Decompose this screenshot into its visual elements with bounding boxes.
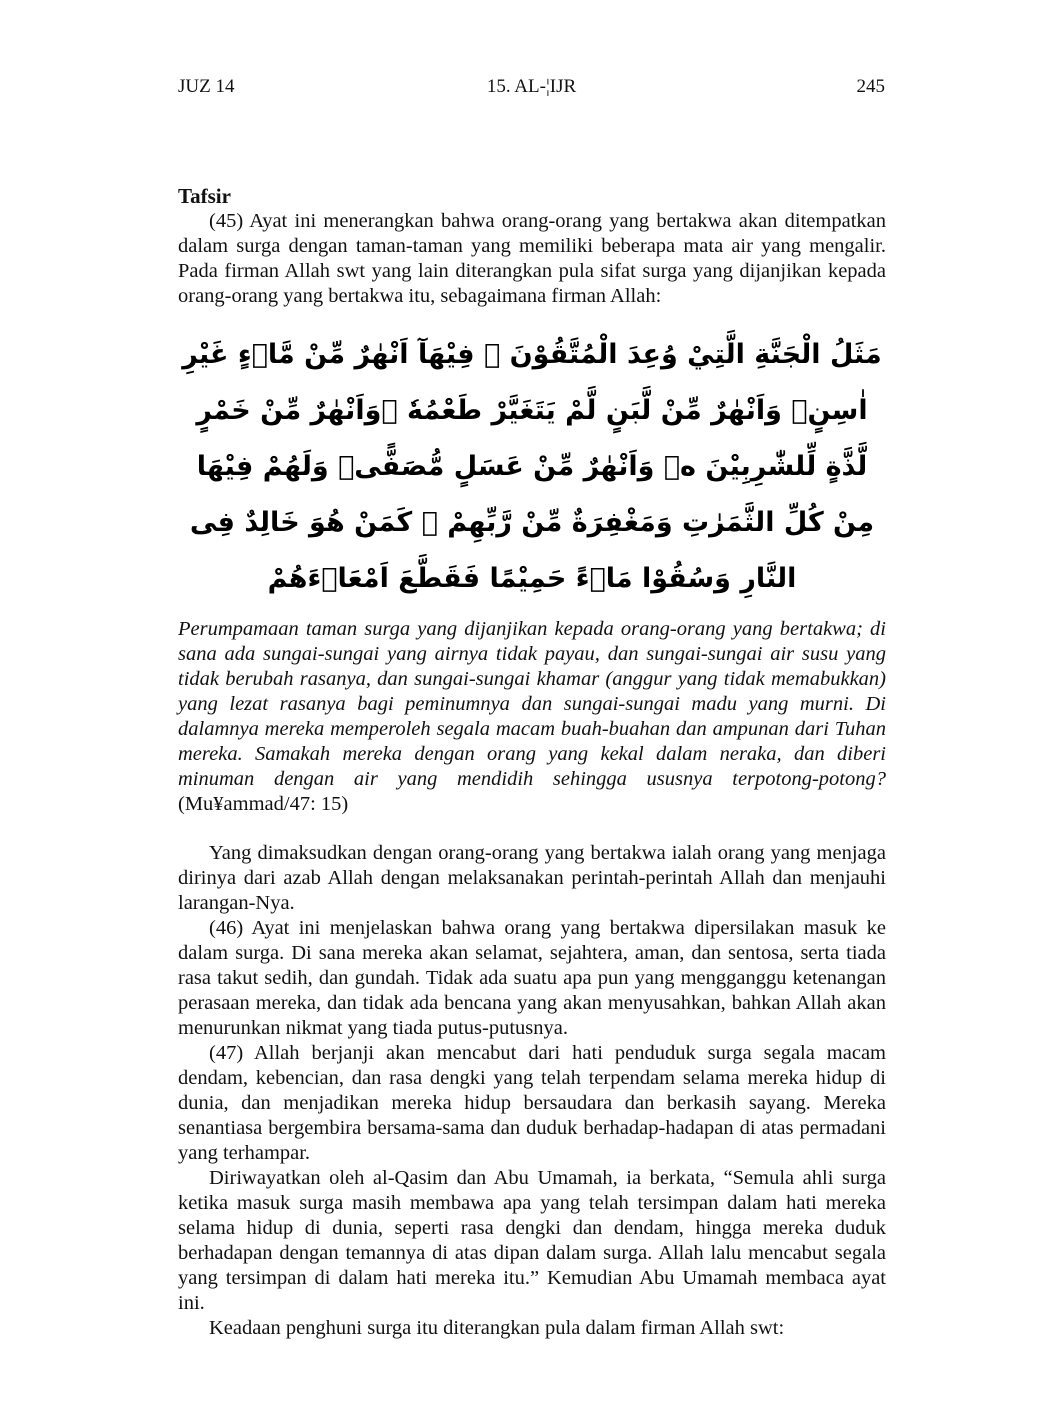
arabic-verse: مَثَلُ الْجَنَّةِ الَّتِيْ وُعِدَ الْمُتَّقُوْنَ ۗ فِيْهَآ اَنْهٰرٌ مِّنْ مَّاۤءٍ غَيْرِ اٰسِنٍۚ وَاَنْهٰرٌ مِّنْ لَّبَنٍ لَّمْ يَتَغَيَّرْ طَعْمُهٗ ۚوَاَنْهٰرٌ مِّنْ خَمْرٍ لَّذَّةٍ لِّلشّٰرِبِيْنَ ەۚ وَاَنْهٰرٌ مِّنْ عَسَلٍ مُّصَفًّىۗ وَلَهُمْ فِيْهَا مِنْ كُلِّ الثَّمَرٰتِ وَمَغْفِرَةٌ مِّنْ رَّبِّهِمْ ۗ كَمَنْ هُوَ خَالِدٌ فِى النَّارِ وَسُقُوْا مَاۤءً حَمِيْمًا فَقَطَّعَ اَمْعَاۤءَهُمْ (182, 339, 882, 594)
paragraph-verse-46: (46) Ayat ini menjelaskan bahwa orang yang bertakwa dipersilakan masuk ke dalam surga. Di sana mereka akan selamat, sejahtera, aman, dan sentosa, serta tiada rasa takut sedih, dan gundah. Tidak ada suatu apa pun yang mengganggu ketenangan perasaan mereka, dan tidak ada bencana yang akan menyusahkan, bahkan Allah akan menurunkan nikmat yang tiada putus-putusnya. (178, 917, 886, 1039)
translation-text: Perumpamaan taman surga yang dijanjikan kepada orang-orang yang bertakwa; di sana ada sungai-sungai yang airnya tidak payau, dan sungai-sungai air susu yang tidak berubah rasanya, dan sungai-sungai khamar (anggur yang tidak memabukkan) yang lezat rasanya bagi peminumnya dan sungai-sungai madu yang murni. Di dalamnya mereka memperoleh segala macam buah-buahan dan ampunan dari Tuhan mereka. Samakah mereka dengan orang yang kekal dalam neraka, dan diberi minuman dengan air yang mendidih sehingga ususnya terpotong-potong? (178, 618, 886, 790)
spacer (178, 817, 886, 841)
paragraph-riwayat: Diriwayatkan oleh al-Qasim dan Abu Umamah, ia berkata, “Semula ahli surga ketika masuk surga masih membawa apa yang telah tersimpan dalam hati mereka selama hidup di dunia, seperti rasa dengki dan dendam, hingga mereka duduk berhadapan dengan temannya di atas dipan dalam surga. Allah lalu mencabut segala yang tersimpan di dalam hati mereka itu.” Kemudian Abu Umamah membaca ayat ini. (178, 1167, 886, 1314)
surah-title: 15. AL-¦IJR (486, 76, 577, 97)
juz-label: JUZ 14 (178, 76, 235, 97)
translation-reference: (Mu¥ammad/47: 15) (178, 793, 349, 815)
page-number: 245 (856, 76, 885, 97)
paragraph-verse-45: (45) Ayat ini menerangkan bahwa orang-orang yang bertakwa akan ditempatkan dalam surga dengan taman-taman yang memiliki beberapa mata air yang mengalir. Pada firman Allah swt yang lain diterangkan pula sifat surga yang dijanjikan kepada orang-orang yang bertakwa itu, sebagaimana firman Allah: (178, 210, 886, 307)
main-content (178, 183, 886, 1341)
paragraph-takwa: Yang dimaksudkan dengan orang-orang yang bertakwa ialah orang yang menjaga dirinya dari azab Allah dengan melaksanakan perintah-perintah Allah dan menjauhi larangan-Nya. (178, 842, 886, 914)
section-title: Tafsir (178, 184, 231, 208)
paragraph-verse-47: (47) Allah berjanji akan mencabut dari hati penduduk surga segala macam dendam, kebencian, dan rasa dengki yang telah terpendam selama mereka hidup di dunia, dan menjadikan mereka hidup bersaudara dan berkasih sayang. Mereka senantiasa bergembira bersama-sama dan duduk berhadap-hadapan di atas permadani yang terhampar. (178, 1042, 886, 1164)
translation-block (178, 617, 886, 817)
paragraph-keadaan: Keadaan penghuni surga itu diterangkan pula dalam firman Allah swt: (209, 1317, 785, 1339)
